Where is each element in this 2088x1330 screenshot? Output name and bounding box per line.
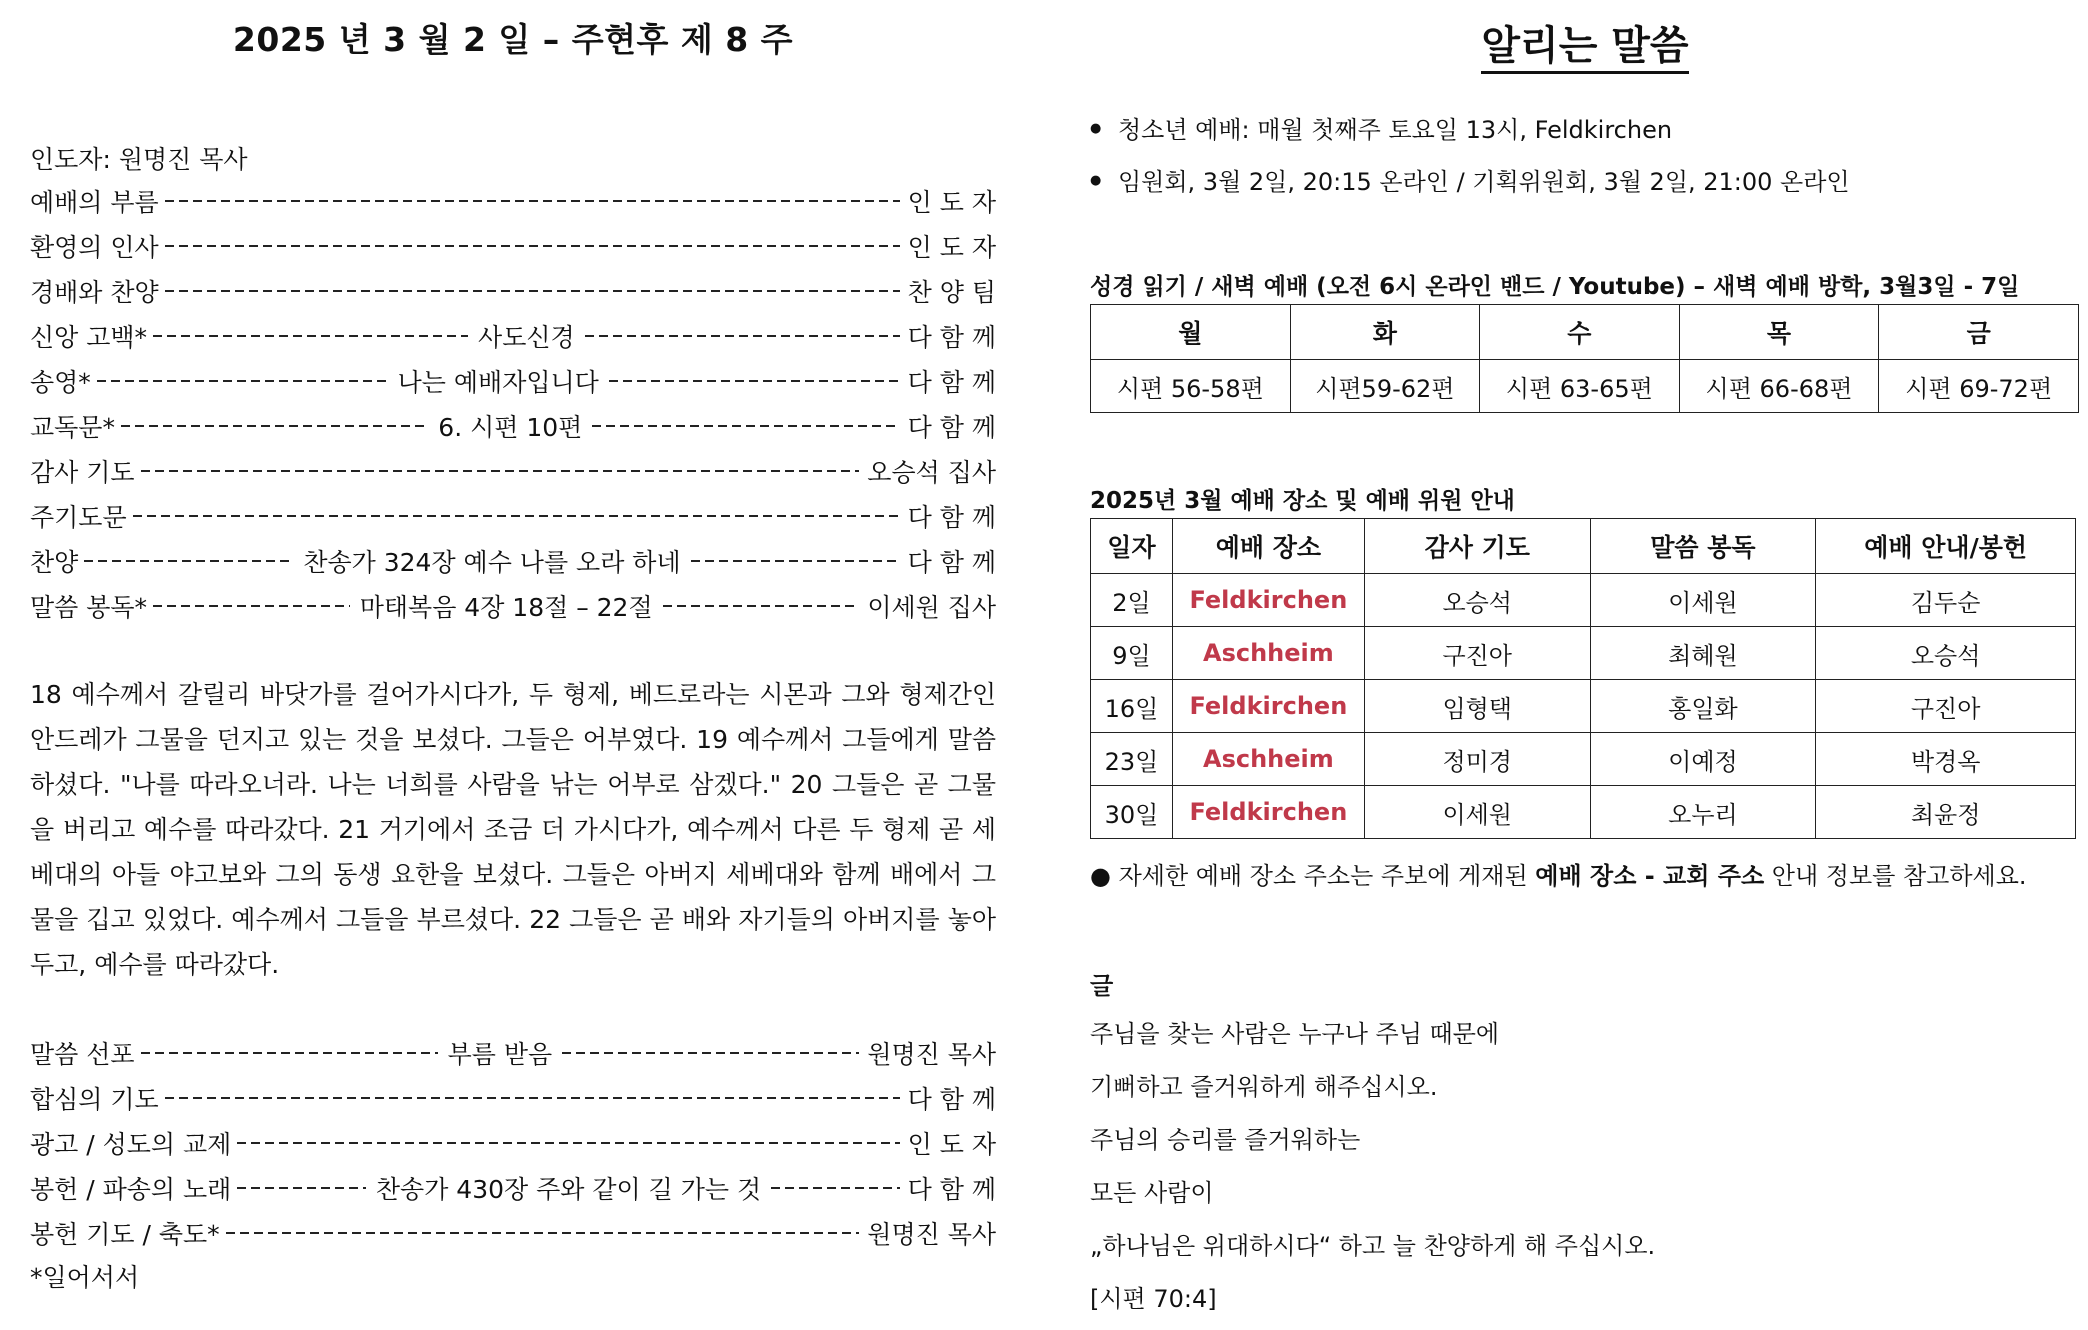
order-item: 찬송가 430장 주와 같이 길 가는 것 [375, 1174, 762, 1204]
standing-note: *일어서서 [30, 1263, 140, 1292]
order-label: 말씀 선포 [30, 1039, 135, 1069]
bible-reading-table [1090, 304, 2079, 413]
order-role: 다 함 께 [907, 412, 997, 442]
table-cell: 오승석 [1364, 574, 1590, 627]
poem-line: 주님의 승리를 즐거워하는 [1090, 1126, 1361, 1154]
service-location: Aschheim [1172, 627, 1364, 680]
order-label: 주기도문 [30, 502, 127, 532]
poem-line: 기뻐하고 즐거워하게 해주십시오. [1090, 1073, 1438, 1101]
order-row [30, 358, 996, 403]
table-row [1091, 786, 2076, 839]
order-label: 교독문* [30, 412, 115, 442]
column-header: 예배 장소 [1172, 519, 1364, 574]
order-row [30, 178, 996, 223]
order-row [30, 313, 996, 358]
dash-leader [771, 1187, 900, 1189]
dash-leader [84, 560, 293, 562]
order-row [30, 1075, 996, 1120]
dash-leader [141, 470, 860, 472]
table-cell: 구진아 [1816, 680, 2076, 733]
table-cell: 최혜원 [1590, 627, 1816, 680]
dash-leader [165, 290, 900, 292]
order-of-worship [30, 0, 996, 1323]
table-cell: 이세원 [1590, 574, 1816, 627]
reading-cell: 시편 69-72편 [1879, 360, 2079, 413]
order-row [30, 223, 996, 268]
address-note-bold: 예배 장소 - 교회 주소 [1535, 862, 1765, 890]
dash-leader [237, 1142, 899, 1144]
dash-leader [97, 380, 388, 382]
poem-line: 모든 사람이 [1090, 1179, 1214, 1207]
order-label: 예배의 부름 [30, 187, 159, 217]
order-item: 나는 예배자입니다 [397, 367, 599, 397]
table-cell: 홍일화 [1590, 680, 1816, 733]
address-note-prefix: ● 자세한 예배 장소 주소는 주보에 게재된 [1090, 862, 1536, 890]
address-note [1090, 856, 2027, 891]
service-location: Feldkirchen [1172, 680, 1364, 733]
order-role: 이세원 집사 [867, 592, 997, 622]
reading-cell: 시편 63-65편 [1480, 360, 1680, 413]
table-cell: 오누리 [1590, 786, 1816, 839]
dash-leader [133, 515, 900, 517]
order-item: 사도신경 [478, 322, 575, 352]
order-label: 신앙 고백* [30, 322, 148, 352]
table-cell: 9일 [1091, 627, 1173, 680]
announcements-title [1090, 14, 2080, 71]
reading-cell: 시편 66-68편 [1679, 360, 1879, 413]
order-role: 인 도 자 [907, 187, 996, 217]
table-cell: 이예정 [1590, 733, 1816, 786]
table-cell: 30일 [1091, 786, 1173, 839]
day-header: 목 [1679, 305, 1879, 360]
announcements [1090, 0, 2080, 1323]
order-role: 찬 양 팀 [907, 277, 996, 307]
dash-leader [609, 380, 900, 382]
day-header: 수 [1480, 305, 1680, 360]
table-cell: 박경옥 [1816, 733, 2076, 786]
order-role: 오승석 집사 [867, 457, 996, 487]
page-title: 2025 년 3 월 2 일 – 주현후 제 8 주 [232, 20, 794, 59]
table-cell: 김두순 [1816, 574, 2076, 627]
order-role: 원명진 목사 [867, 1219, 996, 1249]
table-cell: 구진아 [1364, 627, 1590, 680]
order-label: 환영의 인사 [30, 232, 159, 262]
address-note-suffix: 안내 정보를 참고하세요. [1764, 862, 2027, 890]
order-row [30, 1165, 996, 1210]
poem [1090, 1012, 2080, 1330]
day-header: 금 [1879, 305, 2079, 360]
order-label: 경배와 찬양 [30, 277, 159, 307]
order-item: 찬송가 324장 예수 나를 오라 하네 [303, 547, 681, 577]
reading-cell: 시편59-62편 [1290, 360, 1479, 413]
column-header: 말씀 봉독 [1590, 519, 1816, 574]
table-cell: 오승석 [1816, 627, 2076, 680]
poem-line: [시편 70:4] [1090, 1285, 1217, 1313]
order-role: 다 함 께 [907, 547, 996, 577]
reading-cell: 시편 56-58편 [1091, 360, 1291, 413]
dash-leader [237, 1187, 366, 1189]
dash-leader [165, 1097, 900, 1099]
poem-heading: 글 [1090, 972, 1114, 1000]
order-role: 다 함 께 [907, 1084, 996, 1114]
order-label: 말씀 봉독* [30, 592, 148, 622]
day-header: 월 [1091, 305, 1291, 360]
column-header: 예배 안내/봉헌 [1816, 519, 2076, 574]
table-row [1091, 680, 2076, 733]
table-row [1091, 627, 2076, 680]
order-role: 인 도 자 [907, 232, 996, 262]
table-cell: 이세원 [1364, 786, 1590, 839]
service-schedule-heading: 2025년 3월 예배 장소 및 예배 위원 안내 [1090, 488, 1515, 514]
table-cell: 2일 [1091, 574, 1173, 627]
table-cell: 임형택 [1364, 680, 1590, 733]
table-cell: 정미경 [1364, 733, 1590, 786]
order-row [30, 493, 996, 538]
order-row [30, 1030, 996, 1075]
column-header: 감사 기도 [1364, 519, 1590, 574]
dash-leader [165, 200, 900, 202]
order-label: 송영* [30, 367, 91, 397]
order-label: 감사 기도 [30, 457, 135, 487]
poem-line: 주님을 찾는 사람은 누구나 주님 때문에 [1090, 1020, 1500, 1048]
order-label: 봉헌 기도 / 축도* [30, 1219, 220, 1249]
dash-leader [585, 335, 900, 337]
dash-leader [592, 425, 899, 427]
order-role: 다 함 께 [907, 1174, 997, 1204]
table-cell: 16일 [1091, 680, 1173, 733]
dash-leader [226, 1232, 860, 1234]
dash-leader [663, 605, 860, 607]
table-row [1091, 574, 2076, 627]
order-label: 찬양 [30, 547, 79, 577]
order-role: 인 도 자 [907, 1129, 996, 1159]
table-cell: 최윤정 [1816, 786, 2076, 839]
scripture-reading: 18 예수께서 갈릴리 바닷가를 걸어가시다가, 두 형제, 베드로라는 시몬과 그와 형제간인 안드레가 그물을 던지고 있는 것을 보셨다. 그들은 어부였다. 19 예수께서 그들에게 말씀하셨다. "나를 따라오너라. 나는 너희를 사람을 낚는 어부로 삼겠다." 20 그들은 곧 그물을 버리고 예수를 따라갔다. 21 거기에서 조금 더 가시다가, 예수께서 다른 두 형제 곧 세베대의 아들 야고보와 그의 동생 요한을 보셨다. 그들은 아버지 세베대와 함께 배에서 그물을 깁고 있었다. 예수께서 그들을 부르셨다. 22 그들은 곧 배와 자기들의 아버지를 놓아두고, 예수를 따라갔다. [30, 680, 996, 979]
bible-reading-heading: 성경 읽기 / 새벽 예배 (오전 6시 온라인 밴드 / Youtube) – 새벽 예배 방학, 3월3일 - 7일 [1090, 274, 2020, 300]
dash-leader [153, 605, 350, 607]
dash-leader [153, 335, 468, 337]
order-row [30, 538, 996, 583]
order-row [30, 1210, 996, 1255]
dash-leader [141, 1052, 438, 1054]
order-label: 합심의 기도 [30, 1084, 159, 1114]
order-role: 다 함 께 [907, 367, 997, 397]
order-item: 부름 받음 [447, 1039, 553, 1069]
order-label: 봉헌 / 파송의 노래 [30, 1174, 232, 1204]
order-item: 마태복음 4장 18절 – 22절 [359, 592, 653, 622]
announcement-list [1090, 104, 2080, 208]
order-row [30, 448, 996, 493]
order-row [30, 268, 996, 313]
announcement-item: ● 청소년 예배: 매월 첫째주 토요일 13시, Feldkirchen [1090, 104, 2080, 156]
order-role: 원명진 목사 [867, 1039, 997, 1069]
table-row [1091, 733, 2076, 786]
dash-leader [121, 425, 428, 427]
service-location: Aschheim [1172, 733, 1364, 786]
dash-leader [562, 1052, 859, 1054]
leader-line: 인도자: 원명진 목사 [30, 145, 248, 174]
column-header: 일자 [1091, 519, 1173, 574]
announcement-item: ● 임원회, 3월 2일, 20:15 온라인 / 기획위원회, 3월 2일, 21:00 온라인 [1090, 156, 2080, 208]
order-row [30, 583, 996, 628]
day-header: 화 [1290, 305, 1479, 360]
order-row [30, 403, 996, 448]
announcements-title-text: 알리는 말씀 [1481, 23, 1688, 74]
order-role: 다 함 께 [907, 322, 996, 352]
poem-line: „하나님은 위대하시다“ 하고 늘 찬양하게 해 주십시오. [1090, 1232, 1656, 1260]
service-schedule-table [1090, 518, 2076, 839]
order-item: 6. 시편 10편 [438, 412, 583, 442]
dash-leader [691, 560, 900, 562]
order-label: 광고 / 성도의 교제 [30, 1129, 232, 1159]
table-cell: 23일 [1091, 733, 1173, 786]
service-location: Feldkirchen [1172, 574, 1364, 627]
dash-leader [165, 245, 900, 247]
order-row [30, 1120, 996, 1165]
service-location: Feldkirchen [1172, 786, 1364, 839]
order-role: 다 함 께 [907, 502, 996, 532]
